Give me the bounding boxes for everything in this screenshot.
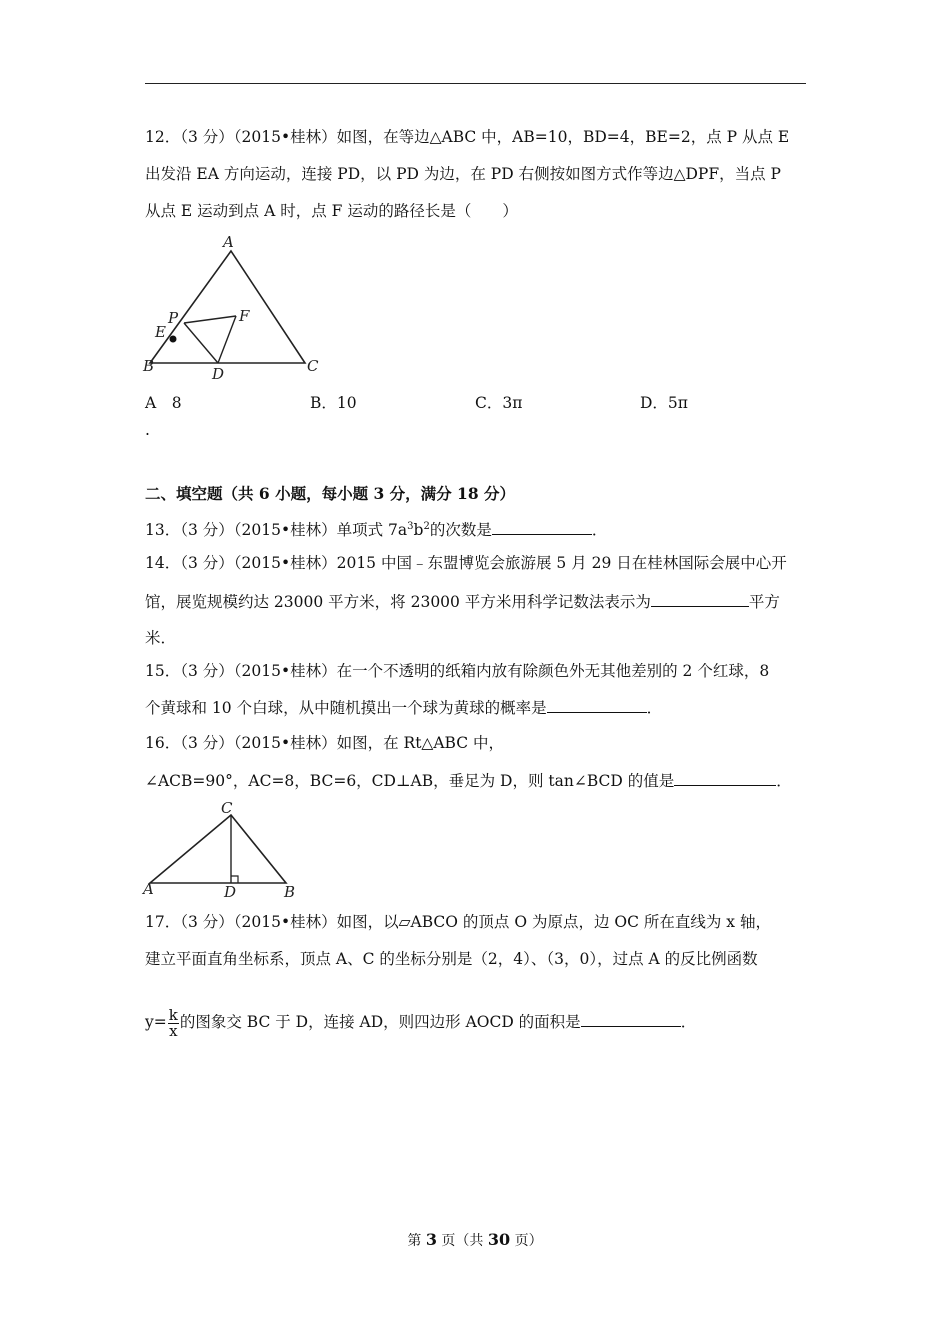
q17-fraction (168, 1005, 179, 1040)
label-f: F (239, 307, 250, 325)
q16-line-1: 16．（3 分）（2015•桂林）如图，在 Rt△ABC 中， (145, 734, 505, 752)
point-e (170, 336, 177, 343)
q17-fraction-numerator: k (168, 1005, 178, 1024)
q16-line-2 (145, 770, 792, 791)
q17-line-3 (145, 1005, 696, 1039)
segment-pd (184, 323, 218, 363)
q16-right-triangle-figure (140, 798, 305, 900)
q16-answer-blank[interactable] (674, 770, 776, 786)
q15-line-2 (145, 697, 662, 718)
footer-mid: 页（共 (436, 1233, 488, 1249)
label-a: A (223, 233, 234, 251)
q17-line-1: 17．（3 分）（2015•桂林）如图，以▱ABCO 的顶点 O 为原点，边 OC 所在直线为 x 轴， (145, 913, 771, 931)
label-e: E (155, 323, 166, 341)
q13-suffix: 的次数是 (429, 521, 492, 539)
label-d: D (212, 365, 225, 380)
label-p: P (168, 309, 179, 327)
q12-option-a-dot: . (145, 421, 150, 439)
triangle-abc (150, 251, 305, 363)
q13-exponent-1: 3 (407, 520, 414, 532)
q14-line-2-suffix: 平方 (748, 593, 780, 611)
q17-answer-blank[interactable] (581, 1011, 681, 1027)
footer-page-number: 3 (425, 1230, 437, 1249)
q14-line-2 (145, 591, 780, 612)
footer-pre: 第 (407, 1233, 426, 1249)
section-2-heading: 二、填空题（共 6 小题，每小题 3 分，满分 18 分） (145, 484, 516, 503)
q12-option-c: C．3π (475, 394, 523, 412)
q15-answer-blank[interactable] (547, 697, 647, 713)
q13-answer-blank[interactable] (492, 519, 592, 535)
label-a: A (143, 880, 154, 898)
label-c: C (221, 799, 233, 817)
q12-option-b: B．10 (310, 394, 357, 412)
q14-line-1: 14．（3 分）（2015•桂林）2015 中国﹣东盟博览会旅游展 5 月 29 日在桂林国际会展中心开 (145, 554, 787, 572)
q13-line (145, 519, 607, 540)
q14-answer-blank[interactable] (651, 591, 749, 607)
triangle-abc (150, 815, 286, 883)
segment-pf (184, 316, 236, 323)
header-rule (145, 83, 806, 84)
q17-line-3-mid: 的图象交 BC 于 D，连接 AD，则四边形 AOCD 的面积是 (179, 1013, 581, 1031)
q17-end: ． (680, 1013, 697, 1031)
q12-option-a: A 8 (145, 394, 182, 412)
q17-fraction-denominator: x (169, 1021, 178, 1040)
page-footer (0, 1230, 950, 1250)
q15-end: ． (646, 699, 663, 717)
footer-total-pages: 30 (487, 1230, 511, 1249)
q12-line-1: 12．（3 分）（2015•桂林）如图，在等边△ABC 中，AB=10，BD=4，BE=2，点 P 从点 E (145, 128, 790, 146)
label-d: D (224, 883, 237, 900)
q12-line-2: 出发沿 EA 方向运动，连接 PD，以 PD 为边，在 PD 右侧按如图方式作等边△DPF，当点 P (145, 165, 781, 183)
label-b: B (284, 883, 296, 900)
q16-end: ． (776, 772, 792, 790)
label-c: C (307, 357, 319, 375)
q15-line-1: 15．（3 分）（2015•桂林）在一个不透明的纸箱内放有除颜色外无其他差别的 2 个红球，8 (145, 662, 770, 680)
q14-line-3: 米． (145, 629, 177, 647)
q13-prefix: 13．（3 分）（2015•桂林）单项式 7a (145, 521, 408, 539)
label-b: B (143, 357, 155, 375)
q13-exponent-2: 2 (423, 520, 430, 532)
q17-y-equals: y= (145, 1013, 167, 1031)
q17-line-2: 建立平面直角坐标系，顶点 A、C 的坐标分别是（2，4）、（3，0），过点 A 的反比例函数 (145, 950, 758, 968)
q13-end: ． (591, 521, 608, 539)
q12-option-d: D．5π (640, 394, 688, 412)
q12-line-3: 从点 E 运动到点 A 时，点 F 运动的路径长是（ ） (145, 202, 518, 220)
q16-line-2-prefix: ∠ACB=90°，AC=8，BC=6，CD⊥AB，垂足为 D，则 tan∠BCD 的值是 (145, 772, 675, 790)
q14-line-2-prefix: 馆，展览规模约达 23000 平方米，将 23000 平方米用科学记数法表示为 (145, 593, 651, 611)
right-angle-mark (231, 876, 238, 883)
q12-triangle-figure (140, 232, 330, 380)
q15-line-2-prefix: 个黄球和 10 个白球，从中随机摸出一个球为黄球的概率是 (145, 699, 547, 717)
segment-fd (218, 316, 236, 363)
footer-post: 页） (510, 1233, 543, 1249)
q13-mid: b (413, 521, 424, 539)
